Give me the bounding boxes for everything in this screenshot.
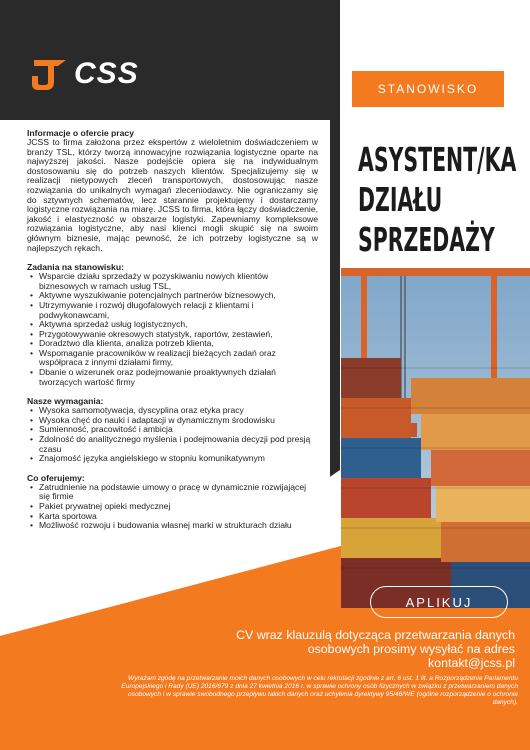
gdpr-clause: Wyrażam zgodę na przetwarzanie moich danych osobowych w celu rekrutacji zgodnie z art. 6 ust. 1 lit. a Rozporządzenia Parlamentu Europejskiego i Rady (UE) 2016/679 z dnia 27 kwietnia 2016 r. w sprawie ochrony osób fizycznych w związku z przetwarzaniem danych osobowych i w sprawie swobodnego przepływu takich danych oraz uchylenia dyrektywy 95/46/WE (ogólne rozporządzenie o ochronie danych). — [121, 675, 518, 706]
list-item: • Dbanie o wizerunek oraz podejmowanie proaktywnych działań tworzących wartość firmy — [39, 368, 318, 387]
offer-section — [27, 473, 318, 531]
tasks-section — [27, 262, 318, 387]
job-title-line-3: SPRZEDAŻY — [358, 220, 495, 259]
list-item: • Wysoka samomotywacja, dyscyplina oraz etyka pracy — [39, 406, 318, 416]
apply-button[interactable]: APLIKUJ — [370, 586, 508, 618]
info-text: JCSS to firma założona przez ekspertów z wieloletnim doświadczeniem w branży TSL, którzy tworzą innowacyjne rozwiązania logistyczne oparte na najwyższej jakości. Nasze podejście opiera się na indywidualnym dostosowaniu się do potrzeb naszych klientów. Specjalizujemy się w realizacji nietypowych zleceń transportowych, dostosowując nasze rozwiązania do unikalnych wymagań zleceniodawcy. Nie ograniczamy się do sztywnych schematów, lecz starannie projektujemy i dostarczamy logistyczne rozwiązania na miarę. JCSS to firma, która łączy doświadczenie, jakość i elastyczność w obszarze logistyki. Zapewniamy kompleksowe rozwiązania logistyczne, aby nasi klienci mogli skupić się na swoim głównym biznesie, mając pewność, że ich potrzeby logistyczne są w najlepszych rękach. — [27, 137, 318, 253]
logo-mark-icon — [28, 52, 72, 96]
requirements-heading: Nasze wymagania: — [27, 396, 104, 407]
job-description — [27, 128, 318, 540]
list-item: • Aktywna sprzedaż usług logistycznych, — [39, 320, 318, 330]
info-section — [27, 128, 318, 253]
list-item: • Doradztwo dla klienta, analiza potrzeb klienta, — [39, 339, 318, 349]
list-item: • Znajomość języka angielskiego w stopniu komunikatywnym — [39, 454, 318, 464]
list-item: • Możliwość rozwoju i budowania własnej marki w strukturach działu — [39, 521, 318, 531]
job-title-line-1: ASYSTENT/KA — [358, 140, 517, 179]
position-badge: STANOWISKO — [352, 71, 504, 107]
list-item: • Wsparcie działu sprzedaży w pozyskiwaniu nowych klientów biznesowych w ramach usług TSL, — [39, 272, 318, 291]
offer-list — [27, 483, 318, 531]
requirements-list — [27, 406, 318, 464]
list-item: • Utrzymywanie i rozwój długofalowych relacji z klientami i podwykonawcami, — [39, 301, 318, 320]
info-heading: Informacje o ofercie pracy — [27, 128, 134, 138]
port-photo — [341, 268, 530, 608]
list-item: • Przygotowywanie okresowych statystyk, raportów, zestawień, — [39, 330, 318, 340]
cv-instructions: CV wraz klauzulą dotycząca przetwarzania danych osobowych prosimy wysyłać na adres kontakt@jcss.pl — [236, 628, 515, 670]
list-item: • Pakiet prywatnej opieki medycznej — [39, 502, 318, 512]
list-item: • Wysoka chęć do nauki i adaptacji w dynamicznym środowisku — [39, 416, 318, 426]
tasks-heading: Zadania na stanowisku: — [27, 262, 124, 273]
requirements-section — [27, 396, 318, 464]
company-logo — [28, 52, 139, 96]
list-item: • Zdolność do analitycznego myślenia i podejmowania decyzji pod presją czasu — [39, 435, 318, 454]
list-item: • Karta sportowa — [39, 512, 318, 522]
job-title — [358, 140, 525, 260]
list-item: • Zatrudnienie na podstawie umowy o pracę w dynamicznie rozwijającej się firmie — [39, 483, 318, 502]
logo-text: CSS — [74, 57, 139, 90]
list-item: • Wspomaganie pracowników w realizacji bieżących zadań oraz współpraca z innymi działami firmy, — [39, 349, 318, 368]
offer-heading: Co oferujemy: — [27, 472, 85, 483]
list-item: • Sumienność, pracowitość i ambicja — [39, 425, 318, 435]
job-title-line-2: DZIAŁU — [358, 180, 443, 219]
tasks-list — [27, 272, 318, 387]
list-item: • Aktywne wyszukiwanie potencjalnych partnerów biznesowych, — [39, 291, 318, 301]
container-port-image — [341, 268, 530, 608]
